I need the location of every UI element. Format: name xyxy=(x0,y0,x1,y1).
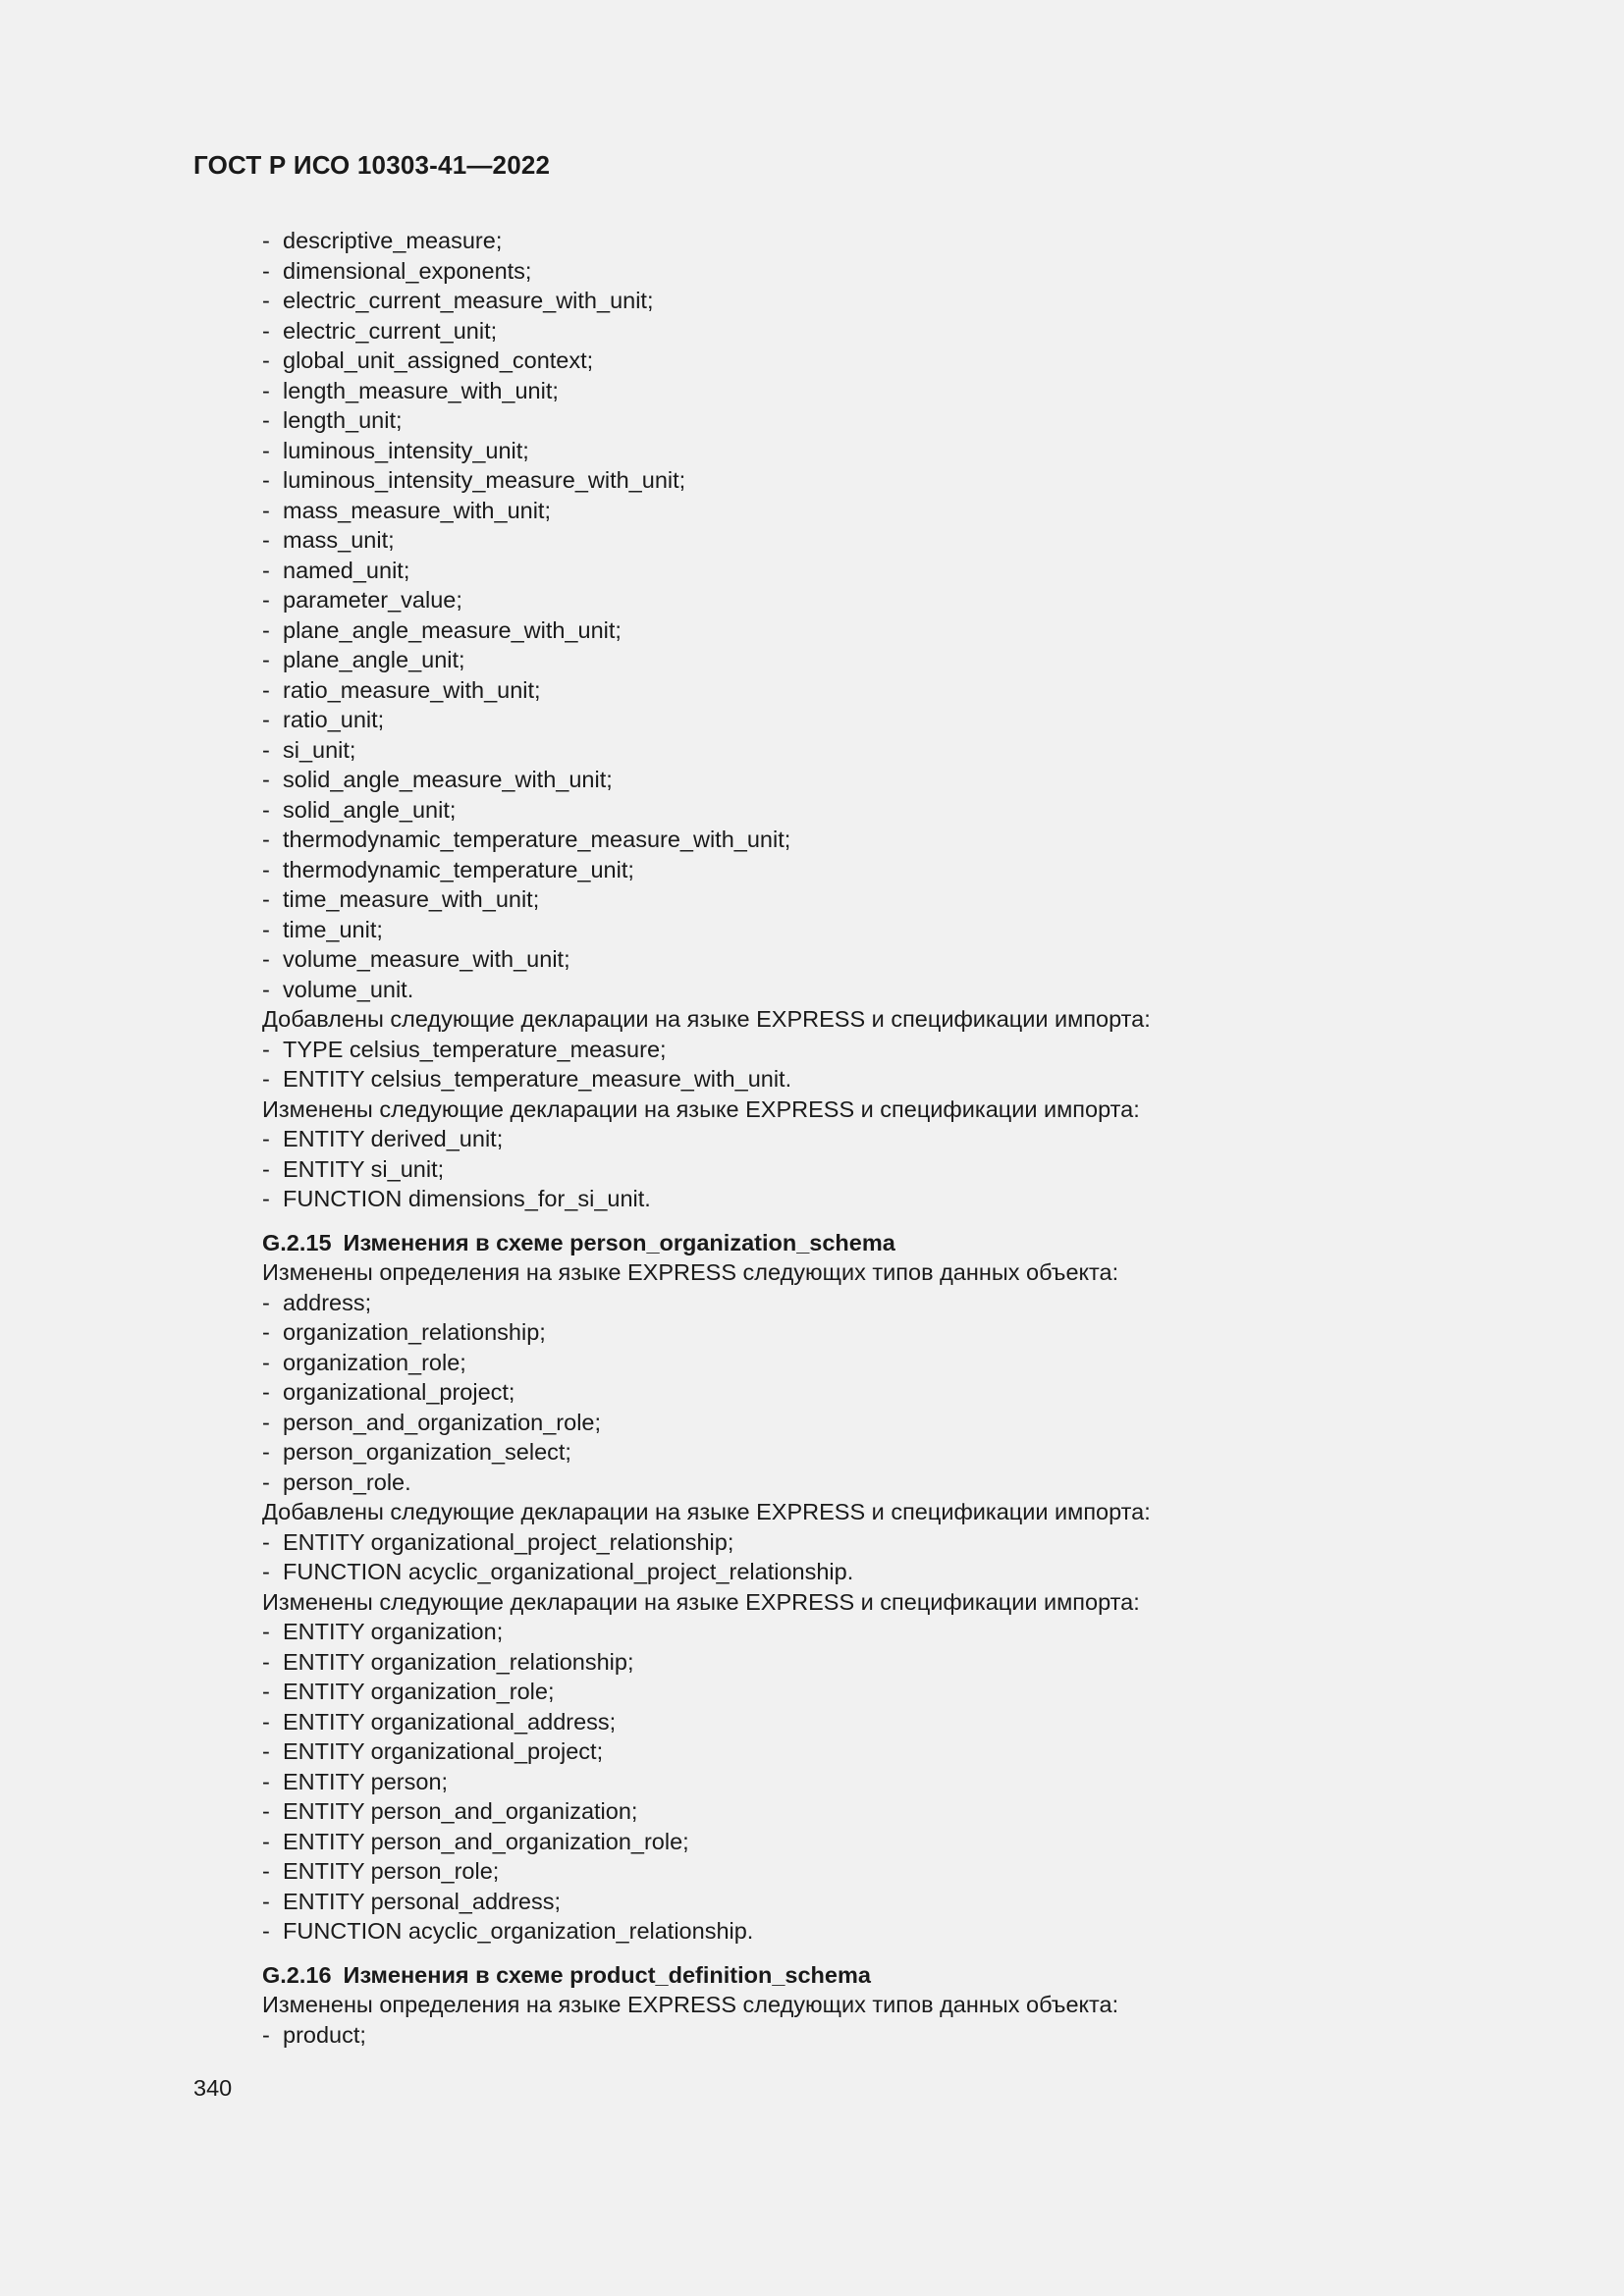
list-item: - ENTITY person_and_organization; xyxy=(262,1796,1391,1827)
list-item: - person_role. xyxy=(262,1468,1391,1498)
list-item: - solid_angle_unit; xyxy=(262,795,1391,826)
list-item: - global_unit_assigned_context; xyxy=(262,346,1391,376)
list-item: - FUNCTION dimensions_for_si_unit. xyxy=(262,1184,1391,1214)
paragraph-changed-declarations: Изменены следующие декларации на языке EXPRESS и спецификации импорта: xyxy=(262,1095,1140,1122)
section-heading-g215 xyxy=(262,1228,1391,1258)
paragraph-added-declarations: Добавлены следующие декларации на языке EXPRESS и спецификации импорта: xyxy=(262,1006,1151,1032)
list-item: - descriptive_measure; xyxy=(262,226,1391,256)
page-number: 340 xyxy=(193,2075,233,2101)
list-item: - FUNCTION acyclic_organizational_project_relationship. xyxy=(262,1557,1391,1587)
list-item: - address; xyxy=(262,1288,1391,1318)
section-number: G.2.16 xyxy=(262,1961,332,1988)
list-item: - ENTITY organization; xyxy=(262,1617,1391,1647)
list-item: - person_and_organization_role; xyxy=(262,1408,1391,1438)
section-title: Изменения в схеме product_definition_schema xyxy=(343,1961,871,1988)
list-item: - dimensional_exponents; xyxy=(262,256,1391,287)
list-item: - volume_measure_with_unit; xyxy=(262,944,1391,975)
list-item: - ENTITY person_role; xyxy=(262,1856,1391,1887)
unit-schema-entity-list xyxy=(262,226,1391,1004)
paragraph-changed-definitions: Изменены определения на языке EXPRESS следующих типов данных объекта: xyxy=(262,1259,1119,1285)
list-item: - ratio_unit; xyxy=(262,705,1391,735)
list-item: - luminous_intensity_measure_with_unit; xyxy=(262,465,1391,496)
paragraph-changed-definitions: Изменены определения на языке EXPRESS следующих типов данных объекта: xyxy=(262,1992,1119,2017)
list-item: - product; xyxy=(262,2020,1391,2051)
list-item: - thermodynamic_temperature_measure_with_unit; xyxy=(262,825,1391,855)
list-item: - ratio_measure_with_unit; xyxy=(262,675,1391,706)
list-item: - ENTITY organizational_project; xyxy=(262,1736,1391,1767)
list-item: - mass_measure_with_unit; xyxy=(262,496,1391,526)
list-item: - FUNCTION acyclic_organization_relationship. xyxy=(262,1916,1391,1947)
list-item: - ENTITY celsius_temperature_measure_with_unit. xyxy=(262,1064,1391,1095)
list-item: - ENTITY person_and_organization_role; xyxy=(262,1827,1391,1857)
list-item: - TYPE celsius_temperature_measure; xyxy=(262,1035,1391,1065)
list-item: - named_unit; xyxy=(262,556,1391,586)
list-item: - ENTITY person; xyxy=(262,1767,1391,1797)
list-item: - volume_unit. xyxy=(262,975,1391,1005)
list-item: - electric_current_unit; xyxy=(262,316,1391,347)
list-item: - time_unit; xyxy=(262,915,1391,945)
list-item: - ENTITY personal_address; xyxy=(262,1887,1391,1917)
section-number: G.2.15 xyxy=(262,1229,332,1255)
list-item: - parameter_value; xyxy=(262,585,1391,615)
list-item: - ENTITY organizational_project_relationship; xyxy=(262,1527,1391,1558)
paragraph-added-declarations: Добавлены следующие декларации на языке EXPRESS и спецификации импорта: xyxy=(262,1499,1151,1524)
page-header: ГОСТ Р ИСО 10303-41—2022 xyxy=(193,150,551,180)
list-item: - solid_angle_measure_with_unit; xyxy=(262,765,1391,795)
list-item: - length_measure_with_unit; xyxy=(262,376,1391,406)
list-item: - ENTITY organization_role; xyxy=(262,1677,1391,1707)
list-item: - si_unit; xyxy=(262,735,1391,766)
list-item: - person_organization_select; xyxy=(262,1437,1391,1468)
list-item: - ENTITY si_unit; xyxy=(262,1154,1391,1185)
list-item: - organization_role; xyxy=(262,1348,1391,1378)
paragraph-changed-declarations: Изменены следующие декларации на языке EXPRESS и спецификации импорта: xyxy=(262,1588,1140,1615)
list-item: - time_measure_with_unit; xyxy=(262,884,1391,915)
list-item: - ENTITY organization_relationship; xyxy=(262,1647,1391,1678)
list-item: - length_unit; xyxy=(262,405,1391,436)
section-title: Изменения в схеме person_organization_schema xyxy=(343,1229,895,1255)
list-item: - organizational_project; xyxy=(262,1377,1391,1408)
document-body xyxy=(262,226,1391,2050)
list-item: - luminous_intensity_unit; xyxy=(262,436,1391,466)
section-heading-g216 xyxy=(262,1960,1391,1991)
list-item: - electric_current_measure_with_unit; xyxy=(262,286,1391,316)
list-item: - ENTITY organizational_address; xyxy=(262,1707,1391,1737)
list-item: - thermodynamic_temperature_unit; xyxy=(262,855,1391,885)
list-item: - plane_angle_unit; xyxy=(262,645,1391,675)
list-item: - plane_angle_measure_with_unit; xyxy=(262,615,1391,646)
list-item: - organization_relationship; xyxy=(262,1317,1391,1348)
list-item: - ENTITY derived_unit; xyxy=(262,1124,1391,1154)
list-item: - mass_unit; xyxy=(262,525,1391,556)
